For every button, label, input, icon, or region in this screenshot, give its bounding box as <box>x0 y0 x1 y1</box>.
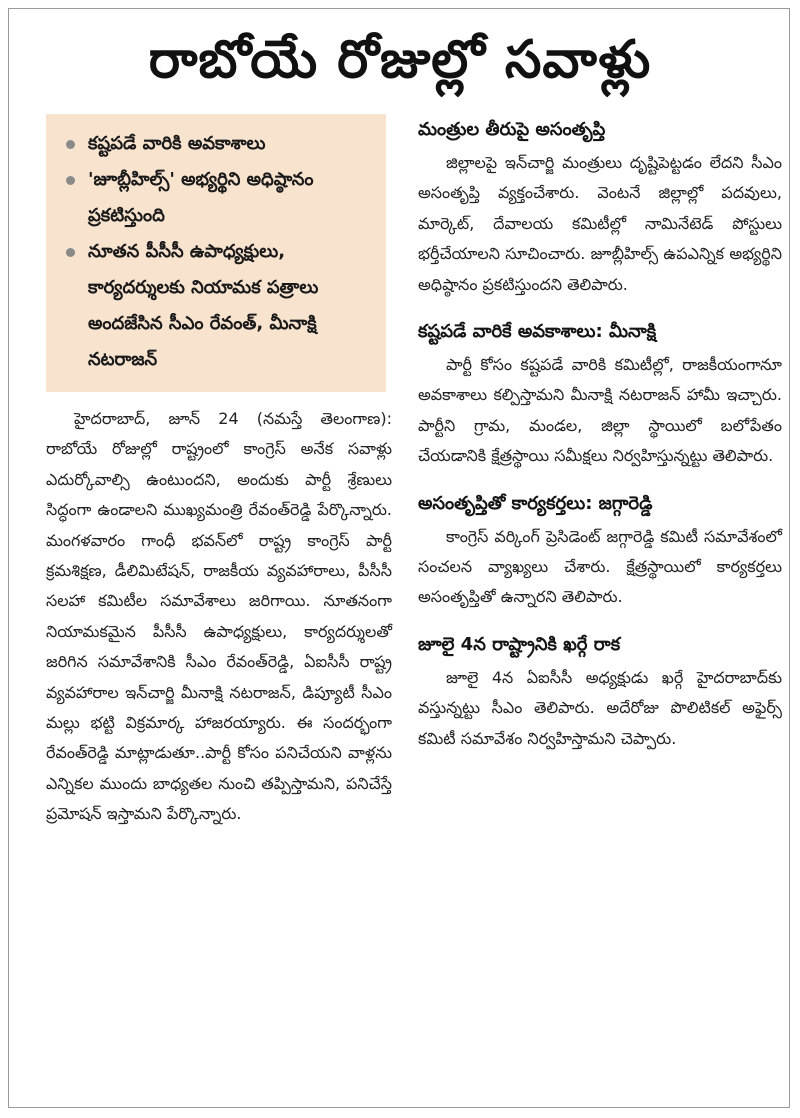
section-text: జిల్లాలపై ఇన్‌చార్జి మంత్రులు దృష్టిపెట్టడం లేదని సీఎం అసంతృప్తి వ్యక్తంచేశారు. వెంటనే జిల్లాల్లో పదవులు, మార్కెట్, దేవాలయ కమిటీల్లో నామినేటెడ్ పోస్టులు భర్తీచేయాలని సూచించారు. జూబ్లీహిల్స్ ఉపఎన్నిక అభ్యర్థిని అధిష్ఠానం ప్రకటిస్తుందని తెలిపారు. <box>418 153 782 294</box>
right-column <box>418 116 782 772</box>
section-text: పార్టీ కోసం కష్టపడే వారికి కమిటీల్లో, రాజకీయంగానూ అవకాశాలు కల్పిస్తామని మీనాక్షి నటరాజన్ హామీ ఇచ్చారు. పార్టీని గ్రామ, మండల, జిల్లా స్థాయిలో బలోపేతం చేయడానికి క్షేత్రస్థాయి సమీక్షలు నిర్వహిస్తున్నట్టు తెలిపారు. <box>418 355 782 466</box>
section-meenakshi <box>418 318 782 472</box>
left-column <box>46 114 396 830</box>
section-heading: కష్టపడే వారికే అవకాశాలు: మీనాక్షి <box>418 321 657 343</box>
highlight-text: నూతన పీసీసీ ఉపాధ్యక్షులు, కార్యదర్శులకు నియామక పత్రాలు అందజేసిన సీఎం రేవంత్, మీనాక్షి నటరాజన్ <box>88 241 319 370</box>
section-jaggareddy <box>418 490 782 613</box>
section-text: కాంగ్రెస్ వర్కింగ్ ప్రెసిడెంట్ జగ్గారెడ్డి కమిటీ సమావేశంలో సంచలన వ్యాఖ్యలు చేశారు. క్షేత్రస్థాయిలో కార్యకర్తలు అసంతృప్తితో ఉన్నారని తెలిపారు. <box>418 526 782 607</box>
section-text: జూలై 4న ఏఐసీసీ అధ్యక్షుడు ఖర్గే హైదరాబాద్‌కు వస్తున్నట్టు సీఎం తెలిపారు. అదేరోజు పొలిటికల్ అఫైర్స్ కమిటీ సమావేశం నిర్వహిస్తామని చెప్పారు. <box>418 667 782 748</box>
bullet-icon <box>66 248 75 257</box>
section-kharge <box>418 631 782 754</box>
section-heading: అసంతృప్తితో కార్యకర్తలు: జగ్గారెడ్డి <box>418 492 653 514</box>
highlight-item <box>62 234 374 378</box>
highlight-item <box>62 126 374 162</box>
headline: రాబోయే రోజుల్లో సవాళ్లు <box>148 30 652 90</box>
highlight-text: కష్టపడే వారికి అవకాశాలు <box>88 133 266 154</box>
section-ministers <box>418 116 782 300</box>
highlights-list <box>62 126 374 378</box>
highlight-text: 'జూబ్లీహిల్స్' అభ్యర్థిని అధిష్ఠానం ప్రకటిస్తుంది <box>88 169 314 226</box>
section-heading: జూలై 4న రాష్ట్రానికి ఖర్గే రాక <box>418 633 621 655</box>
highlights-box <box>46 114 386 392</box>
bullet-icon <box>66 176 75 185</box>
main-story-text: హైదరాబాద్, జూన్ 24 (నమస్తే తెలంగాణ): రాబోయే రోజుల్లో రాష్ట్రంలో కాంగ్రెస్ అనేక సవాళ్లు ఎదుర్కోవాల్సి ఉంటుందని, అందుకు పార్టీ శ్రేణులు సిద్ధంగా ఉండాలని ముఖ్యమంత్రి రేవంత్‌రెడ్డి పేర్కొన్నారు. మంగళవారం గాంధీ భవన్‌లో రాష్ట్ర కాంగ్రెస్ పార్టీ క్రమశిక్షణ, డీలిమిటేషన్, రాజకీయ వ్యవహారాలు, పీసీసీ సలహా కమిటీల సమావేశాలు జరిగాయి. నూతనంగా నియామకమైన పీసీసీ ఉపాధ్యక్షులు, కార్యదర్శులతో జరిగిన సమావేశానికి సీఎం రేవంత్‌రెడ్డి, ఏఐసీసీ రాష్ట్ర వ్యవహారాల ఇన్‌చార్జి మీనాక్షి నటరాజన్, డిప్యూటీ సీఎం మల్లు భట్టి విక్రమార్క హాజరయ్యారు. ఈ సందర్భంగా రేవంత్‌రెడ్డి మాట్లాడుతూ..పార్టీ కోసం పనిచేయని వాళ్లను ఎన్నికల ముందు బాధ్యతల నుంచి తప్పిస్తామని, పనిచేస్తే ప్రమోషన్ ఇస్తామని పేర్కొన్నారు. <box>46 409 392 824</box>
section-heading: మంత్రుల తీరుపై అసంతృప్తి <box>418 119 606 140</box>
highlight-item <box>62 162 374 234</box>
bullet-icon <box>66 140 75 149</box>
